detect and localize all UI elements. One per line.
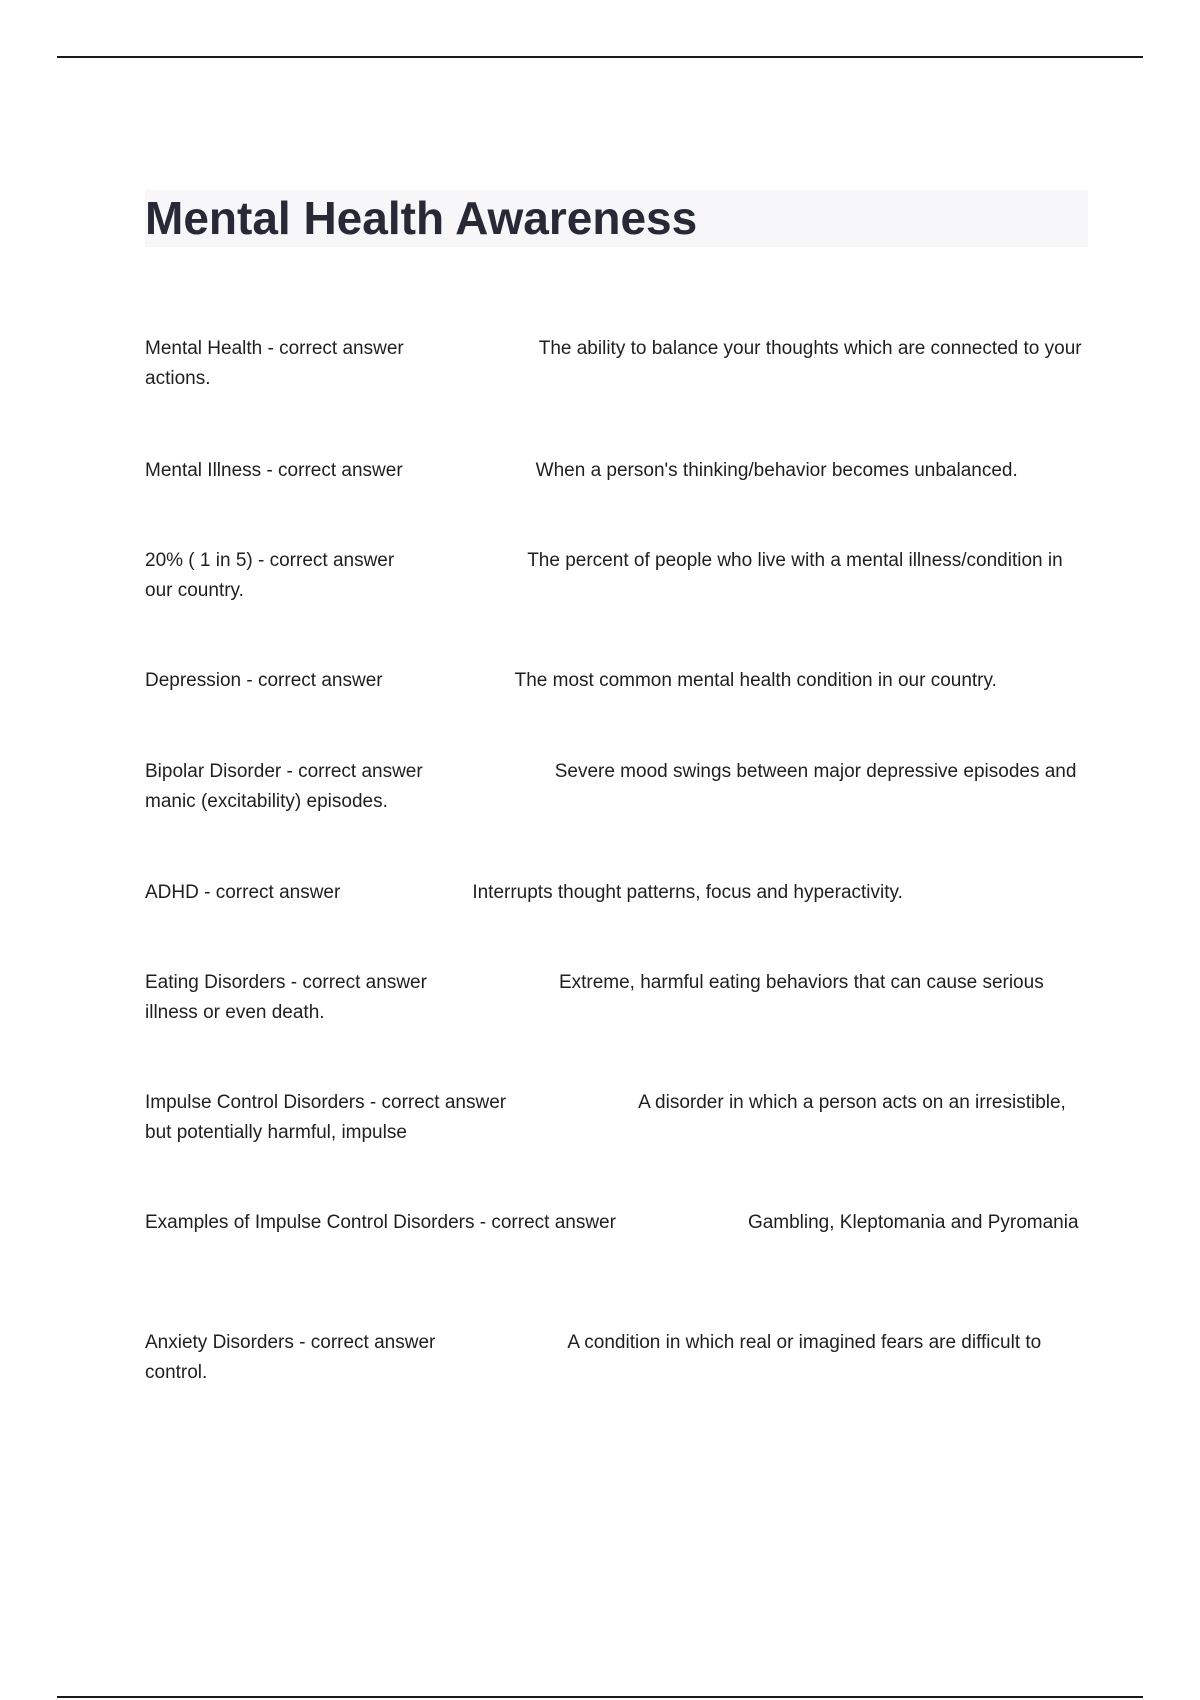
qa-entry <box>145 757 1085 817</box>
qa-entry <box>145 546 1085 606</box>
qa-definition: The percent of people who live with a mental illness/condition in our country. <box>145 550 1063 601</box>
qa-definition: Interrupts thought patterns, focus and hyperactivity. <box>472 882 903 903</box>
qa-term: Examples of Impulse Control Disorders - correct answer <box>145 1212 616 1233</box>
qa-term: 20% ( 1 in 5) - correct answer <box>145 550 395 571</box>
qa-definition: A condition in which real or imagined fears are difficult to control. <box>145 1332 1042 1383</box>
qa-term: Depression - correct answer <box>145 670 383 691</box>
qa-definition: The ability to balance your thoughts which are connected to your actions. <box>145 338 1082 389</box>
qa-definition: Extreme, harmful eating behaviors that can cause serious illness or even death. <box>145 972 1044 1023</box>
qa-entry <box>145 1208 1085 1238</box>
qa-entry <box>145 1328 1085 1388</box>
qa-entry <box>145 456 1085 486</box>
qa-entry <box>145 334 1085 394</box>
qa-entry <box>145 878 1085 908</box>
footer-rule <box>57 1696 1143 1698</box>
qa-definition: Gambling, Kleptomania and Pyromania <box>747 1212 1079 1233</box>
qa-term: Bipolar Disorder - correct answer <box>145 761 423 782</box>
qa-entry <box>145 968 1085 1028</box>
qa-term: Eating Disorders - correct answer <box>145 972 427 993</box>
qa-definition: When a person's thinking/behavior becomes unbalanced. <box>535 460 1018 481</box>
qa-term: ADHD - correct answer <box>145 882 341 903</box>
qa-entry <box>145 666 1085 696</box>
qa-term: Mental Illness - correct answer <box>145 460 403 481</box>
qa-definition: A disorder in which a person acts on an irresistible, but potentially harmful, impulse <box>145 1092 1066 1143</box>
qa-entry <box>145 1088 1085 1148</box>
page-title: Mental Health Awareness <box>145 192 698 244</box>
qa-term: Impulse Control Disorders - correct answer <box>145 1092 507 1113</box>
qa-term: Mental Health - correct answer <box>145 338 404 359</box>
qa-term: Anxiety Disorders - correct answer <box>145 1332 436 1353</box>
qa-definition: The most common mental health condition in our country. <box>514 670 997 691</box>
qa-definition: Severe mood swings between major depressive episodes and manic (excitability) episodes. <box>145 761 1077 812</box>
header-rule <box>57 56 1143 58</box>
